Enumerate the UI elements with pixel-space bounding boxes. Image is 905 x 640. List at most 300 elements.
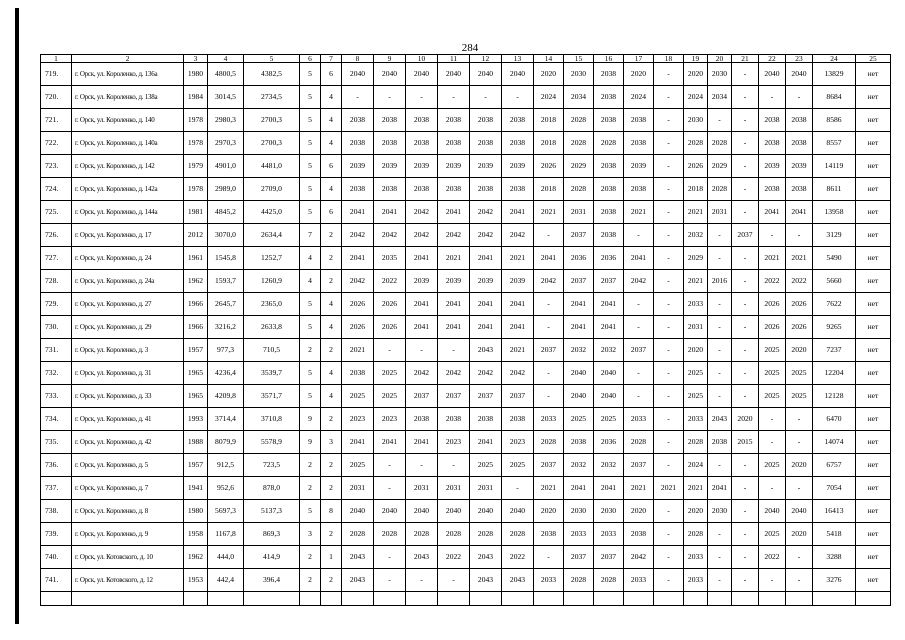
- table-cell: 1961: [184, 247, 208, 270]
- table-row: [41, 109, 891, 132]
- table-cell: 2025: [342, 385, 374, 408]
- table-cell: 2018: [534, 109, 564, 132]
- table-cell: 2025: [374, 385, 406, 408]
- table-cell: 3: [300, 523, 321, 546]
- address-cell: г. Орск, ул. Короленко, д. 138а: [72, 86, 184, 109]
- table-cell: 8079,9: [208, 431, 244, 454]
- table-cell: -: [654, 500, 684, 523]
- empty-cell: [300, 592, 321, 606]
- table-cell: 2042: [470, 201, 502, 224]
- table-cell: 2024: [624, 86, 654, 109]
- table-cell: 2041: [594, 316, 624, 339]
- table-cell: 2020: [624, 500, 654, 523]
- column-number-cell: 3: [184, 55, 208, 63]
- table-cell: 2021: [684, 201, 708, 224]
- table-cell: 2028: [374, 523, 406, 546]
- table-cell: 912,5: [208, 454, 244, 477]
- table-cell: 2041: [564, 316, 594, 339]
- table-cell: 2025: [684, 385, 708, 408]
- table-cell: 2025: [759, 454, 786, 477]
- table-cell: 2043: [470, 569, 502, 592]
- table-cell: 2025: [684, 362, 708, 385]
- table-cell: 2041: [759, 201, 786, 224]
- table-cell: 2038: [470, 132, 502, 155]
- table-cell: 5: [300, 385, 321, 408]
- row-number-cell: 729.: [41, 293, 72, 316]
- table-cell: -: [624, 362, 654, 385]
- table-cell: 1941: [184, 477, 208, 500]
- table-cell: 5: [300, 178, 321, 201]
- table-cell: 2024: [534, 86, 564, 109]
- table-cell: 8586: [813, 109, 856, 132]
- table-cell: 2028: [470, 523, 502, 546]
- table-cell: 6757: [813, 454, 856, 477]
- table-cell: 2021: [684, 270, 708, 293]
- table-cell: 2980,3: [208, 109, 244, 132]
- table-cell: 2038: [594, 86, 624, 109]
- table-cell: 723,5: [244, 454, 300, 477]
- table-cell: 2033: [684, 569, 708, 592]
- table-cell: 2043: [342, 569, 374, 592]
- address-cell: г. Орск, ул. Короленко, д. 17: [72, 224, 184, 247]
- address-cell: г. Орск, ул. Короленко, д. 24а: [72, 270, 184, 293]
- binding-margin-line: [15, 8, 19, 624]
- table-cell: 710,5: [244, 339, 300, 362]
- table-cell: 4800,5: [208, 63, 244, 86]
- table-cell: 12204: [813, 362, 856, 385]
- table-cell: 1593,7: [208, 270, 244, 293]
- table-cell: 2018: [534, 178, 564, 201]
- table-cell: 2039: [502, 270, 534, 293]
- table-cell: 2023: [438, 431, 470, 454]
- table-cell: 2038: [342, 362, 374, 385]
- table-cell: -: [654, 523, 684, 546]
- table-cell: 2633,8: [244, 316, 300, 339]
- table-cell: 2040: [786, 500, 813, 523]
- column-number-cell: 13: [502, 55, 534, 63]
- address-cell: г. Орск, ул. Короленко, д. 8: [72, 500, 184, 523]
- table-cell: 2041: [564, 293, 594, 316]
- row-number-cell: 726.: [41, 224, 72, 247]
- table-cell: 2038: [342, 178, 374, 201]
- table-cell: -: [708, 362, 732, 385]
- table-cell: 1957: [184, 454, 208, 477]
- table-cell: 1984: [184, 86, 208, 109]
- table-cell: 2042: [406, 201, 438, 224]
- table-cell: 3288: [813, 546, 856, 569]
- table-cell: 1965: [184, 385, 208, 408]
- table-cell: 2033: [534, 569, 564, 592]
- empty-cell: [438, 592, 470, 606]
- table-cell: 2038: [342, 132, 374, 155]
- table-cell: 2037: [624, 454, 654, 477]
- table-cell: 2038: [342, 109, 374, 132]
- address-cell: г. Орск, ул. Короленко, д. 29: [72, 316, 184, 339]
- table-cell: 2041: [406, 431, 438, 454]
- table-cell: 2040: [759, 500, 786, 523]
- row-number-cell: 719.: [41, 63, 72, 86]
- table-cell: 4236,4: [208, 362, 244, 385]
- table-cell: 2021: [624, 477, 654, 500]
- table-row: [41, 500, 891, 523]
- table-cell: нет: [856, 362, 891, 385]
- table-cell: 2030: [708, 63, 732, 86]
- table-cell: 2038: [759, 109, 786, 132]
- table-cell: 2036: [564, 247, 594, 270]
- table-cell: 2: [300, 546, 321, 569]
- table-cell: 14074: [813, 431, 856, 454]
- table-cell: 2026: [342, 316, 374, 339]
- table-cell: 2038: [502, 178, 534, 201]
- table-cell: 2022: [374, 270, 406, 293]
- table-cell: 4209,8: [208, 385, 244, 408]
- table-cell: 2040: [374, 500, 406, 523]
- table-cell: 2028: [438, 523, 470, 546]
- row-number-cell: 740.: [41, 546, 72, 569]
- row-number-cell: 721.: [41, 109, 72, 132]
- table-cell: 2031: [564, 201, 594, 224]
- table-cell: 6: [321, 201, 342, 224]
- column-number-cell: 8: [342, 55, 374, 63]
- table-cell: -: [708, 385, 732, 408]
- empty-cell: [374, 592, 406, 606]
- table-cell: 1962: [184, 546, 208, 569]
- table-cell: 5: [300, 132, 321, 155]
- table-row: [41, 385, 891, 408]
- table-cell: 2031: [470, 477, 502, 500]
- table-cell: -: [654, 408, 684, 431]
- table-cell: -: [759, 569, 786, 592]
- table-cell: -: [786, 86, 813, 109]
- table-cell: -: [708, 454, 732, 477]
- table-cell: 2034: [564, 86, 594, 109]
- table-cell: 2018: [684, 178, 708, 201]
- column-number-cell: 25: [856, 55, 891, 63]
- table-cell: 2028: [684, 431, 708, 454]
- table-cell: -: [654, 270, 684, 293]
- table-cell: нет: [856, 523, 891, 546]
- table-cell: 1252,7: [244, 247, 300, 270]
- table-cell: 2038: [502, 132, 534, 155]
- address-cell: г. Орск, ул. Короленко, д. 27: [72, 293, 184, 316]
- table-cell: 2025: [786, 362, 813, 385]
- table-cell: -: [654, 201, 684, 224]
- table-cell: 414,9: [244, 546, 300, 569]
- empty-cell: [708, 592, 732, 606]
- table-row: [41, 523, 891, 546]
- table-cell: 5: [300, 316, 321, 339]
- table-cell: -: [534, 546, 564, 569]
- table-cell: 2: [321, 224, 342, 247]
- table-cell: 2038: [374, 132, 406, 155]
- table-cell: 7054: [813, 477, 856, 500]
- table-cell: -: [624, 316, 654, 339]
- address-cell: г. Орск, ул. Короленко, д. 31: [72, 362, 184, 385]
- table-cell: 4425,0: [244, 201, 300, 224]
- table-cell: 2038: [406, 178, 438, 201]
- table-cell: 2026: [759, 316, 786, 339]
- empty-cell: [534, 592, 564, 606]
- table-cell: нет: [856, 132, 891, 155]
- table-cell: 2036: [594, 247, 624, 270]
- table-cell: 2038: [470, 408, 502, 431]
- table-cell: 444,0: [208, 546, 244, 569]
- table-cell: -: [732, 201, 759, 224]
- table-cell: 2038: [624, 132, 654, 155]
- table-cell: 2041: [438, 293, 470, 316]
- table-cell: 4: [321, 86, 342, 109]
- table-cell: 7: [300, 224, 321, 247]
- table-cell: нет: [856, 477, 891, 500]
- table-cell: -: [438, 454, 470, 477]
- empty-cell: [41, 592, 72, 606]
- column-number-cell: 6: [300, 55, 321, 63]
- table-row: [41, 270, 891, 293]
- table-cell: -: [732, 569, 759, 592]
- table-cell: 13829: [813, 63, 856, 86]
- table-cell: 2040: [759, 63, 786, 86]
- table-cell: 3070,0: [208, 224, 244, 247]
- empty-cell: [786, 592, 813, 606]
- table-cell: -: [759, 431, 786, 454]
- table-cell: нет: [856, 339, 891, 362]
- table-cell: 2041: [502, 316, 534, 339]
- address-cell: г. Орск, ул. Короленко, д. 24: [72, 247, 184, 270]
- column-number-cell: 11: [438, 55, 470, 63]
- row-number-cell: 732.: [41, 362, 72, 385]
- table-cell: 2042: [470, 224, 502, 247]
- table-cell: 2042: [534, 270, 564, 293]
- table-cell: 2: [321, 569, 342, 592]
- table-cell: нет: [856, 454, 891, 477]
- table-cell: 2021: [684, 477, 708, 500]
- table-cell: -: [406, 454, 438, 477]
- empty-cell: [184, 592, 208, 606]
- table-cell: 2028: [564, 569, 594, 592]
- table-cell: 9: [300, 408, 321, 431]
- table-cell: 2041: [342, 431, 374, 454]
- table-cell: -: [654, 86, 684, 109]
- table-cell: 2041: [342, 247, 374, 270]
- table-cell: 2038: [374, 109, 406, 132]
- table-cell: 2042: [374, 224, 406, 247]
- table-cell: 5: [300, 201, 321, 224]
- table-cell: 9265: [813, 316, 856, 339]
- table-cell: 2033: [564, 523, 594, 546]
- table-cell: 2028: [594, 132, 624, 155]
- table-cell: 2033: [534, 408, 564, 431]
- table-cell: -: [624, 385, 654, 408]
- table-cell: -: [654, 546, 684, 569]
- table-cell: нет: [856, 408, 891, 431]
- row-number-cell: 722.: [41, 132, 72, 155]
- table-cell: 2042: [406, 362, 438, 385]
- table-cell: 2038: [708, 431, 732, 454]
- table-cell: 2: [300, 569, 321, 592]
- table-cell: 2734,5: [244, 86, 300, 109]
- table-cell: -: [654, 63, 684, 86]
- table-cell: -: [732, 293, 759, 316]
- table-cell: -: [654, 132, 684, 155]
- address-cell: г. Орск, ул. Короленко, д. 33: [72, 385, 184, 408]
- table-cell: 2028: [684, 132, 708, 155]
- table-cell: 2041: [374, 201, 406, 224]
- table-cell: 12128: [813, 385, 856, 408]
- table-cell: -: [708, 523, 732, 546]
- empty-cell: [406, 592, 438, 606]
- table-cell: 2015: [732, 431, 759, 454]
- table-cell: 2020: [786, 523, 813, 546]
- table-cell: 2020: [624, 63, 654, 86]
- table-cell: 2021: [534, 201, 564, 224]
- table-cell: 2038: [624, 178, 654, 201]
- table-cell: 2031: [708, 201, 732, 224]
- empty-cell: [470, 592, 502, 606]
- empty-cell: [813, 592, 856, 606]
- column-number-cell: 20: [708, 55, 732, 63]
- table-cell: 2037: [624, 339, 654, 362]
- table-cell: 2038: [406, 109, 438, 132]
- empty-cell: [856, 592, 891, 606]
- table-cell: 8557: [813, 132, 856, 155]
- table-cell: -: [374, 477, 406, 500]
- empty-cell: [321, 592, 342, 606]
- table-cell: 2025: [594, 408, 624, 431]
- table-row: [41, 339, 891, 362]
- column-number-cell: 17: [624, 55, 654, 63]
- column-number-cell: 12: [470, 55, 502, 63]
- table-cell: 2043: [708, 408, 732, 431]
- table-cell: 2040: [374, 63, 406, 86]
- table-cell: -: [438, 339, 470, 362]
- table-cell: 2042: [502, 224, 534, 247]
- table-cell: 2037: [564, 546, 594, 569]
- table-cell: 2035: [374, 247, 406, 270]
- table-cell: -: [374, 569, 406, 592]
- table-cell: 2020: [534, 63, 564, 86]
- row-number-cell: 731.: [41, 339, 72, 362]
- table-cell: 2018: [534, 132, 564, 155]
- column-number-cell: 10: [406, 55, 438, 63]
- column-number-cell: 9: [374, 55, 406, 63]
- table-cell: -: [732, 247, 759, 270]
- table-cell: 2038: [438, 178, 470, 201]
- table-cell: 2041: [406, 293, 438, 316]
- table-cell: 2037: [594, 546, 624, 569]
- table-cell: -: [654, 431, 684, 454]
- table-cell: 2025: [759, 339, 786, 362]
- table-cell: 2039: [438, 270, 470, 293]
- table-cell: 2: [321, 339, 342, 362]
- table-cell: 2025: [786, 385, 813, 408]
- table-row: [41, 569, 891, 592]
- empty-cell: [72, 592, 184, 606]
- table-cell: 2038: [438, 132, 470, 155]
- table-cell: 2020: [786, 339, 813, 362]
- table-cell: 2365,0: [244, 293, 300, 316]
- table-cell: 2023: [342, 408, 374, 431]
- table-cell: 2012: [184, 224, 208, 247]
- table-cell: 2038: [438, 408, 470, 431]
- table-cell: 2038: [594, 63, 624, 86]
- table-cell: 2028: [594, 569, 624, 592]
- table-cell: 5490: [813, 247, 856, 270]
- table-cell: 2032: [594, 339, 624, 362]
- table-cell: 2038: [406, 408, 438, 431]
- table-cell: 4481,0: [244, 155, 300, 178]
- table-cell: 4: [321, 178, 342, 201]
- table-cell: 1978: [184, 132, 208, 155]
- table-cell: 8: [321, 500, 342, 523]
- table-cell: -: [732, 155, 759, 178]
- table-cell: 2037: [594, 270, 624, 293]
- table-cell: 2038: [564, 431, 594, 454]
- table-cell: 2039: [624, 155, 654, 178]
- table-cell: 13958: [813, 201, 856, 224]
- table-cell: 2041: [624, 247, 654, 270]
- table-cell: 2022: [438, 546, 470, 569]
- table-cell: 9: [300, 431, 321, 454]
- table-cell: 2042: [624, 270, 654, 293]
- table-cell: 2025: [759, 523, 786, 546]
- table-cell: -: [654, 362, 684, 385]
- table-cell: нет: [856, 569, 891, 592]
- address-cell: г. Орск, ул. Короленко, д. 142: [72, 155, 184, 178]
- table-cell: 4: [321, 293, 342, 316]
- address-cell: г. Орск, ул. Короленко, д. 136а: [72, 63, 184, 86]
- table-cell: нет: [856, 316, 891, 339]
- row-number-cell: 738.: [41, 500, 72, 523]
- table-cell: 3571,7: [244, 385, 300, 408]
- table-cell: -: [786, 224, 813, 247]
- address-cell: г. Орск, ул. Короленко, д. 41: [72, 408, 184, 431]
- table-cell: -: [786, 546, 813, 569]
- table-cell: -: [708, 224, 732, 247]
- address-cell: г. Орск, ул. Короленко, д. 9: [72, 523, 184, 546]
- table-cell: -: [732, 362, 759, 385]
- table-cell: 6: [321, 63, 342, 86]
- table-cell: 2021: [502, 339, 534, 362]
- table-cell: 4: [300, 270, 321, 293]
- column-number-cell: 18: [654, 55, 684, 63]
- table-cell: -: [502, 477, 534, 500]
- table-cell: 2041: [406, 247, 438, 270]
- table-cell: 2020: [684, 63, 708, 86]
- table-row: [41, 155, 891, 178]
- table-cell: 3216,2: [208, 316, 244, 339]
- table-cell: 2040: [470, 63, 502, 86]
- table-cell: 2040: [594, 362, 624, 385]
- table-cell: 2026: [786, 316, 813, 339]
- table-cell: -: [654, 178, 684, 201]
- table-cell: -: [654, 224, 684, 247]
- table-cell: 4382,5: [244, 63, 300, 86]
- table-cell: 2038: [438, 109, 470, 132]
- table-cell: 2038: [786, 109, 813, 132]
- table-cell: 2036: [594, 431, 624, 454]
- table-cell: 4: [321, 109, 342, 132]
- address-cell: г. Орск, ул. Короленко, д. 42: [72, 431, 184, 454]
- column-number-cell: 21: [732, 55, 759, 63]
- table-cell: нет: [856, 431, 891, 454]
- table-cell: 2039: [342, 155, 374, 178]
- table-cell: 6470: [813, 408, 856, 431]
- table-cell: 2: [321, 454, 342, 477]
- table-cell: -: [708, 293, 732, 316]
- table-cell: 1953: [184, 569, 208, 592]
- row-number-cell: 720.: [41, 86, 72, 109]
- column-number-header-row: [41, 55, 891, 63]
